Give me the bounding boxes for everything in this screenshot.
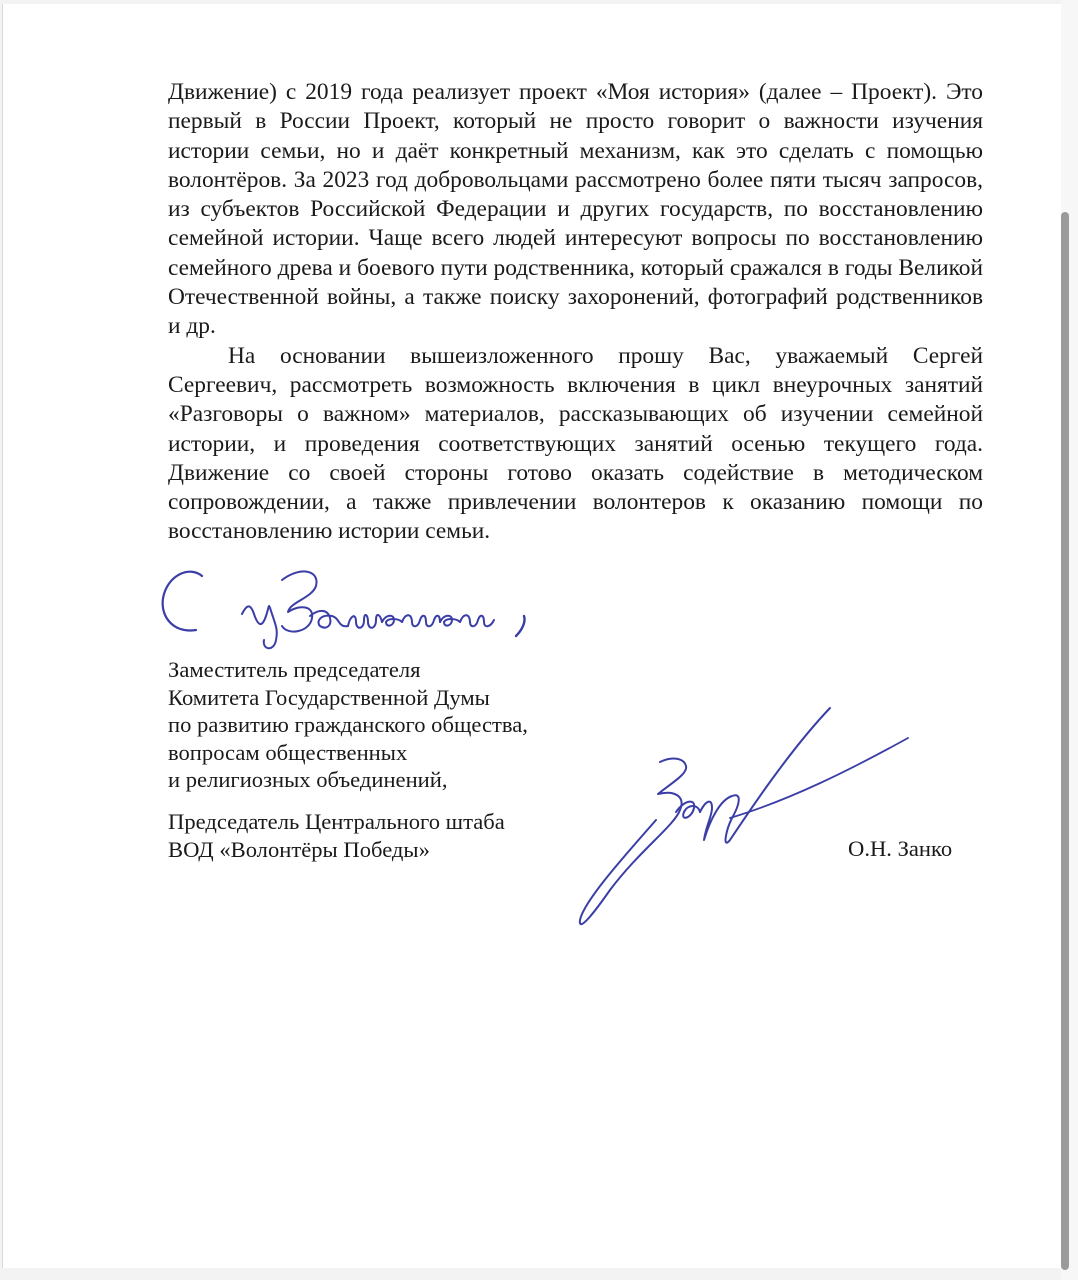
position-line: по развитию гражданского общества, xyxy=(168,712,528,738)
signer-title xyxy=(168,808,505,863)
signature-autograph xyxy=(560,700,920,940)
scrollbar-thumb[interactable] xyxy=(1061,212,1069,1270)
body-paragraph-1: Движение) с 2019 года реализует проект «Моя история» (далее – Проект). Это первый в России Проект, который не просто говорит о важности изучения истории семьи, но и даёт конкретный механизм, как это сделать с помощью волонтёров. За 2023 год добровольцами рассмотрено более пяти тысяч запросов, из субъектов Российской Федерации и других государств, по восстановлению семейной истории. Чаще всего людей интересуют вопросы по восстановлению семейного древа и боевого пути родственника, который сражался в годы Великой Отечественной войны, а также поиску захоронений, фотографий родственников и др. xyxy=(168,79,983,340)
position-line: Заместитель председателя xyxy=(168,657,421,682)
position-line: и религиозных объединений, xyxy=(168,767,448,793)
handwritten-greeting xyxy=(150,556,540,656)
position-line: Комитета Государственной Думы xyxy=(168,684,490,710)
position-line: вопросам общественных xyxy=(168,739,408,765)
title-line: Председатель Центрального штаба xyxy=(168,809,505,834)
signer-position xyxy=(168,656,528,794)
signer-name: О.Н. Занко xyxy=(848,836,953,861)
letter-body xyxy=(168,78,983,547)
body-paragraph-2: На основании вышеизложенного прошу Вас, уважаемый Сергей Сергеевич, рассмотреть возможность включения в цикл внеурочных занятий «Разговоры о важном» материалов, рассказывающих об изучении семейной истории, и проведения соответствующих занятий осенью текущего года. Движение со своей стороны готово оказать содействие в методическом сопровождении, а также привлечении волонтеров к оказанию помощи по восстановлению истории семьи. xyxy=(168,342,983,545)
title-line: ВОД «Волонтёры Победы» xyxy=(168,836,430,862)
